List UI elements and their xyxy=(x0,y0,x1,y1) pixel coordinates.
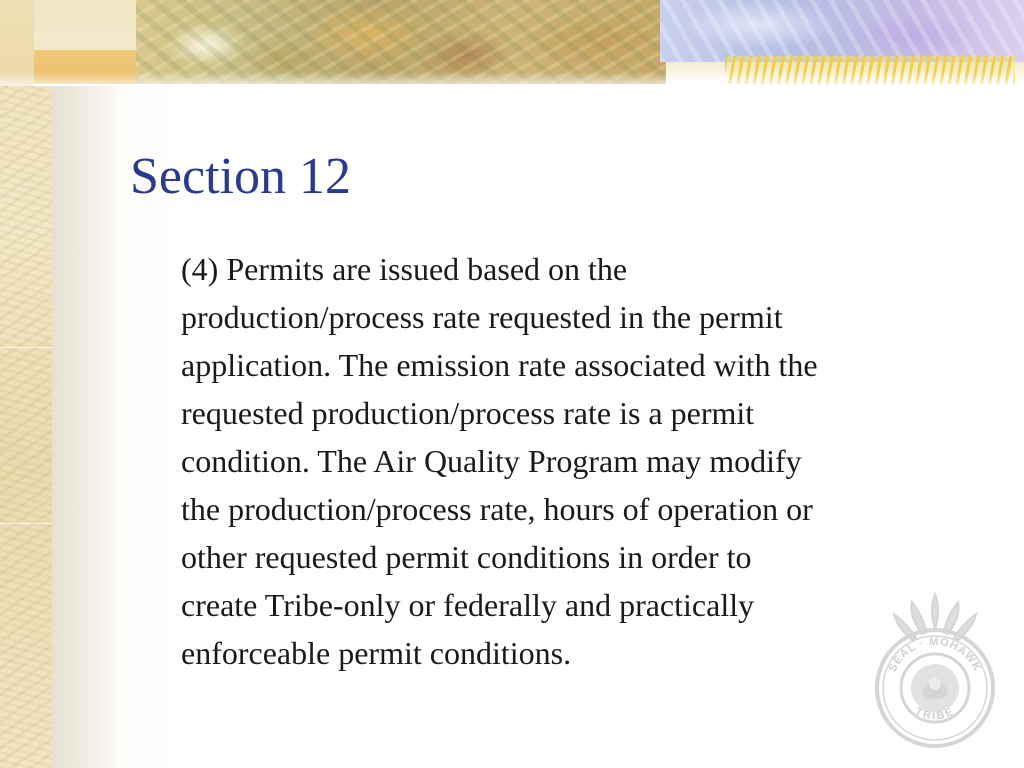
top-decorative-banner xyxy=(0,0,1024,86)
seal-top-text: SEAL · MOHAWK xyxy=(886,635,984,674)
body-line: requested production/process rate is a permit xyxy=(181,395,755,431)
left-strip-seams xyxy=(0,0,52,768)
body-line: application. The emission rate associated with the xyxy=(181,347,818,383)
slide-title: Section 12 xyxy=(130,148,351,205)
body-line: (4) Permits are issued based on the xyxy=(181,251,628,287)
body-line: the production/process rate, hours of operation or xyxy=(181,491,813,527)
strip-shadow xyxy=(52,0,122,768)
body-line: condition. The Air Quality Program may modify xyxy=(181,443,802,479)
body-line: enforceable permit conditions. xyxy=(181,635,572,671)
body-line: create Tribe-only or federally and practically xyxy=(181,587,755,623)
seal-bottom-text: TRIBE xyxy=(913,705,957,723)
body-line: production/process rate requested in the permit xyxy=(181,299,783,335)
slide-body-text xyxy=(181,245,981,677)
tribal-seal-icon xyxy=(870,592,1000,752)
body-line: other requested permit conditions in order to xyxy=(181,539,752,575)
